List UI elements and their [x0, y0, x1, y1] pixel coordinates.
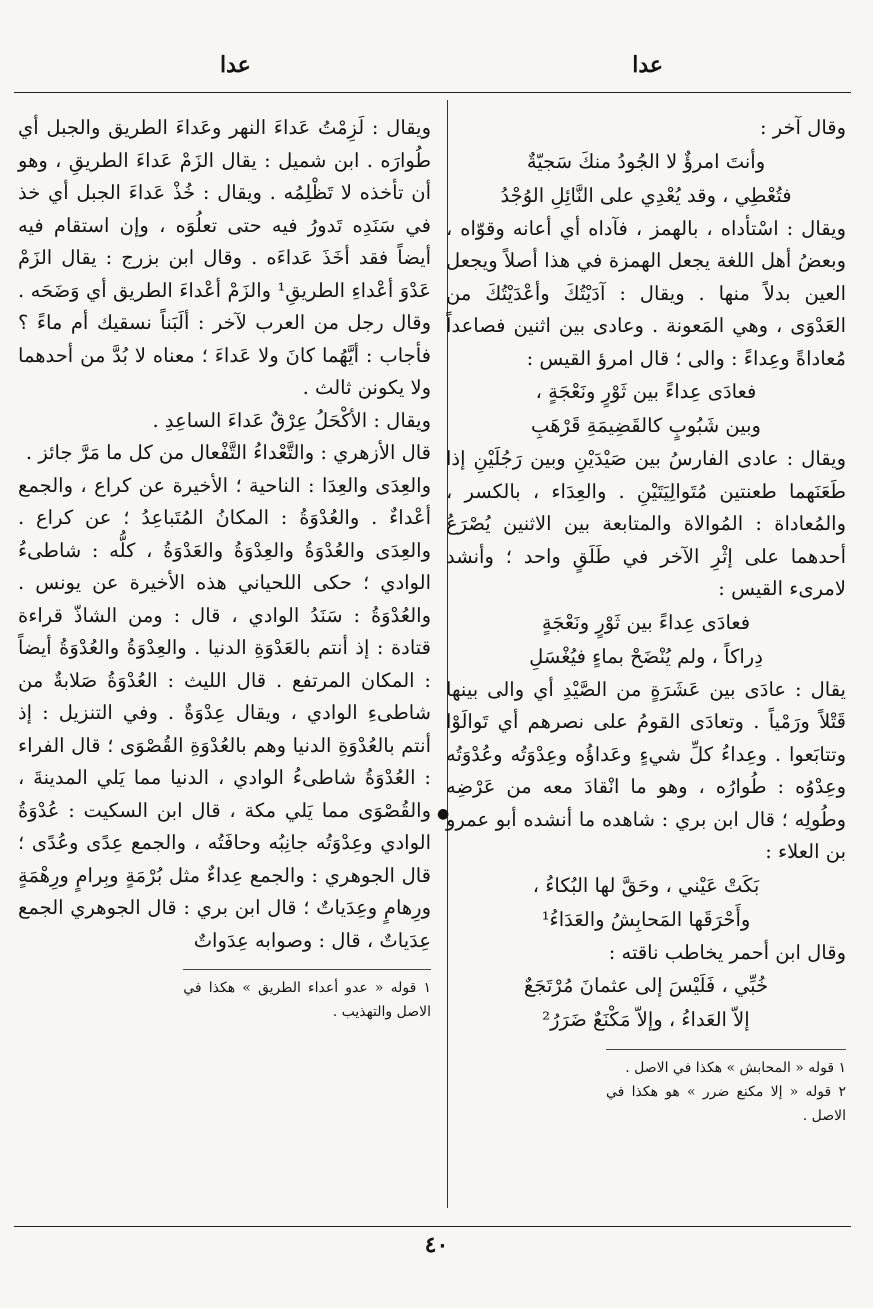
left-column-text: [18, 112, 431, 957]
footnote: ٢ قوله « إلا مكنع ضرر » هو هكذا في الاصل .: [606, 1084, 846, 1124]
right-column: [446, 112, 846, 1128]
right-column-footnotes: [606, 1049, 846, 1128]
verse-line: إلاّ العَداءُ ، وإلاّ مَكْنَعٌ ضَرَرُ²: [542, 1008, 750, 1031]
right-column-text: [446, 112, 846, 1037]
paragraph: يقال : عادَى بين عَشَرَةٍ من الصَّيْدِ أي والى بينها قَتْلاً ورَمْياً . وتعادَى القومُ على نصرهم أي تَوالَوْا وتتابَعوا . وعِداءُ كلِّ شيءٍ وعَداؤُه وعِدْوَتُه وعُدْوَتُه وعِدْوُه : طُوارُه ، وهو ما انْقادَ معه من عَرْضِه وطُولِه ؛ قال ابن بري : شاهده ما أنشده أبو عمرو بن العلاء :: [446, 677, 846, 863]
paragraph: وقال ابن أحمر يخاطب ناقته :: [608, 940, 846, 964]
paragraph: والعِدَى والعِدَا : الناحية ؛ الأخيرة عن كراع ، والجمع أعْداءٌ . والعُدْوَةُ : المكانُ المُتَباعِدُ ؛ عن كراع . والعِدَى والعُدْوَةُ والعِدْوَةُ والعَدْوَةُ ، كلُّه : شاطىءُ الوادي ؛ حكى اللحياني هذه الأخيرة عن يونس . والعُدْوَةُ : سَنَدُ الوادي ، قال : ومن الشاذّ قراءة قتادة : إذ أنتم بالعَدْوَةِ الدنيا . والعِدْوَةُ والعُدْوَةُ أيضاً : المكان المرتفع . قال الليث : العُدْوَةُ صَلابةٌ من شاطىءِ الوادي ، ويقال عِدْوَةٌ . وفي التنزيل : إذ أنتم بالعُدْوَةِ الدنيا وهم بالعُدْوَةِ القُصْوَى ؛ قال الفراء : العُدْوَةُ شاطىءُ الوادي ، الدنيا مما يَلي المدينةَ ، والقُصْوَى مما يَلي مكة ، قال ابن السكيت : عُدْوَةُ الوادي وعِدْوَتُه جانِبُه وحافَتُه ، والجمع عِدًى وعُدًى ؛ قال الجوهري : والجمع عِداءٌ مثل بُرْمَةٍ وبِرامٍ ورِهْمَةٍ ورِهامٍ وعِدَياتٌ ؛ قال ابن بري : قال الجوهري الجمع عِدَياتٌ ، قال : وصوابه عِدَواتٌ: [18, 473, 431, 952]
header-rule: [14, 92, 851, 93]
left-column: [18, 112, 431, 1024]
running-headword-left: عدا: [220, 52, 251, 78]
running-headword-right: عدا: [632, 52, 663, 78]
paragraph: قال الأزهري : والتَّعْداءُ التَّفْعال من كل ما مَرَّ جائز .: [25, 441, 431, 464]
verse-line: خُبِّي ، فَلَيْسَ إلى عثمانَ مُرْتَجَعٌ: [523, 974, 769, 997]
left-column-footnotes: [183, 969, 431, 1024]
paragraph: وقال آخر :: [759, 116, 846, 139]
verse-line: دِراكاً ، ولم يُنْضَحْ بماءٍ فيُغْسَلِ: [529, 644, 763, 668]
paragraph: ويقال : الأكْحَلُ عِرْقٌ عَداءَ الساعِدِ .: [152, 408, 431, 432]
footnote: ١ قوله « عدو أعداء الطريق » هكذا في الاصل والتهذيب .: [183, 980, 431, 1020]
verse-line: وبين شَبُوبٍ كالقَضِيمَةِ قَرْهَبِ: [531, 414, 761, 437]
paragraph: ويقال : عادى الفارسُ بين صَيْدَيْنِ وبين رَجُلَيْنِ إذا طَعَنَهما طعنتين مُتَوالِيَتَيْنِ . والعِدَاء ، بالكسر ، والمُعاداة : المُوالاة والمتابعة بين الاثنين يُصْرَعُ أحدهما على إثْرِ الآخر في طَلَقٍ واحد ؛ وأنشد لامرىء القيس :: [446, 447, 846, 600]
margin-bullet-mark: ●: [437, 806, 450, 822]
verse-line: بَكَتْ عَيْني ، وحَقَّ لها البُكاءُ ،: [532, 873, 760, 897]
verse-line: وأَحْرَقَها المَحابِشُ والعَدَاءُ¹: [541, 907, 751, 931]
verse-line: فعادَى عِداءً بين ثَوْرٍ ونَعْجَةٍ ،: [535, 380, 757, 403]
paragraph: ويقال : لَزِمْتُ عَداءَ النهر وعَداءَ الطريق والجبل أي طُوارَه . ابن شميل : يقال الزَمْ عَداءَ الطريقِ ، وهو أن تأخذه لا تَظْلِمُه . ويقال : خُذْ عَداءَ الجبل أي خذ في سَنَدِه تَدورُ فيه حتى تعلُوَه ، وإن استقام فيه أيضاً فقد أخَذَ عَداءَه . وقال ابن بزرج : يقال الزَمْ عَدْوَ أعْداءِ الطريقِ¹ والزَمْ أعْداءَ الطريق أي وَضَحَه . وقال رجل من العرب لآخر : ألَبَناً نسقيك أم ماءً ؟ فأجاب : أيَّهُما كانَ ولا عَداءَ ؛ معناه لا بُدَّ من أحدهما ولا يكونن ثالث .: [18, 116, 432, 399]
footer-rule: [14, 1226, 851, 1227]
verse-line: وأنتَ امرؤٌ لا الجُودُ منكَ سَجيّةٌ: [526, 149, 766, 173]
footnote: ١ قوله « المحابش » هكذا في الاصل .: [625, 1060, 846, 1076]
page-number: ٤٠: [424, 1232, 449, 1258]
verse-line: فتُعْطِي ، وقد يُعْدِي على النَّائِلِ الوُجْدُ: [500, 183, 792, 207]
verse-line: فعادَى عِداءً بين ثَوْرٍ ونَعْجَةٍ: [541, 610, 751, 634]
paragraph: ويقال : اسْتأداه ، بالهمز ، فآداه أي أعانه وقوّاه ، وبعضُ أهل اللغة يجعل الهمزة في هذا أصلاً ويجعل العين بدلاً منها . ويقال : آدَيْتُكَ وأعْدَيْتُكَ من العَدْوَى ، وهي المَعونة . وعادى بين اثنين فصاعداً مُعاداةً وعِداءً : والى ؛ قال امرؤ القيس :: [446, 216, 846, 370]
